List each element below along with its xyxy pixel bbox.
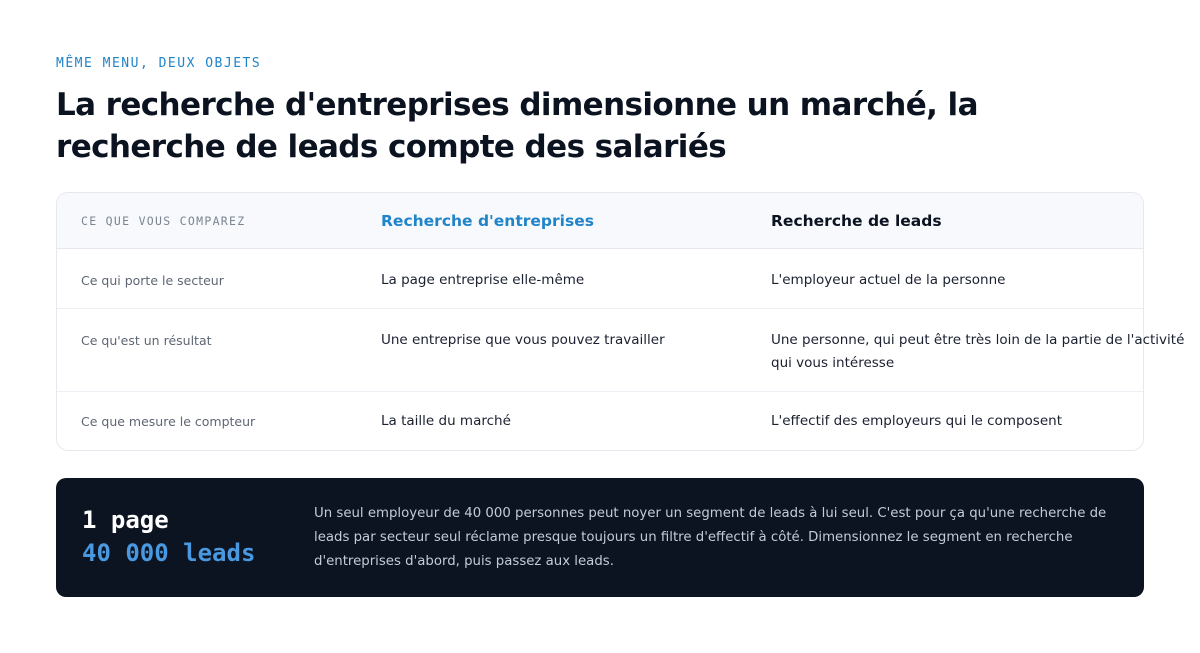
company-search-cell: La taille du marché xyxy=(381,413,511,429)
table-row xyxy=(57,309,1185,392)
stat-leads: 40 000 leads xyxy=(82,539,256,567)
header-lead-search: Recherche de leads xyxy=(771,212,942,230)
row-label: Ce qui porte le secteur xyxy=(81,273,224,288)
comparison-table xyxy=(56,192,1185,451)
lead-search-cell: L'employeur actuel de la personne xyxy=(771,272,1006,288)
callout-text: Un seul employeur de 40 000 personnes peut noyer un segment de leads à lui seul. C'est pour ça qu'une recherche de leads par secteur seul réclame presque toujours un filtre d'effectif à côté. Dimensionnez le segment en recherche d'entreprises d'abord, puis passez aux leads. xyxy=(314,506,1107,569)
company-search-cell: La page entreprise elle-même xyxy=(381,272,585,288)
table-row xyxy=(57,392,1143,450)
table-header xyxy=(57,193,1143,249)
row-label: Ce qu'est un résultat xyxy=(81,333,212,348)
callout-panel xyxy=(56,478,1144,597)
stat-pages: 1 page xyxy=(82,506,169,534)
section-eyebrow: MÊME MENU, DEUX OBJETS xyxy=(56,56,262,71)
lead-search-cell: L'effectif des employeurs qui le composent xyxy=(771,413,1062,429)
row-label: Ce que mesure le compteur xyxy=(81,414,256,429)
company-search-cell: Une entreprise que vous pouvez travailler xyxy=(381,332,665,348)
header-company-search: Recherche d'entreprises xyxy=(381,212,594,230)
section-title: La recherche d'entreprises dimensionne un marché, la recherche de leads compte des salariés xyxy=(56,87,978,165)
lead-search-cell: Une personne, qui peut être très loin de la partie de l'activité qui vous intéresse xyxy=(771,332,1185,371)
table-row xyxy=(57,249,1143,309)
header-compare-label: CE QUE VOUS COMPAREZ xyxy=(81,214,246,228)
